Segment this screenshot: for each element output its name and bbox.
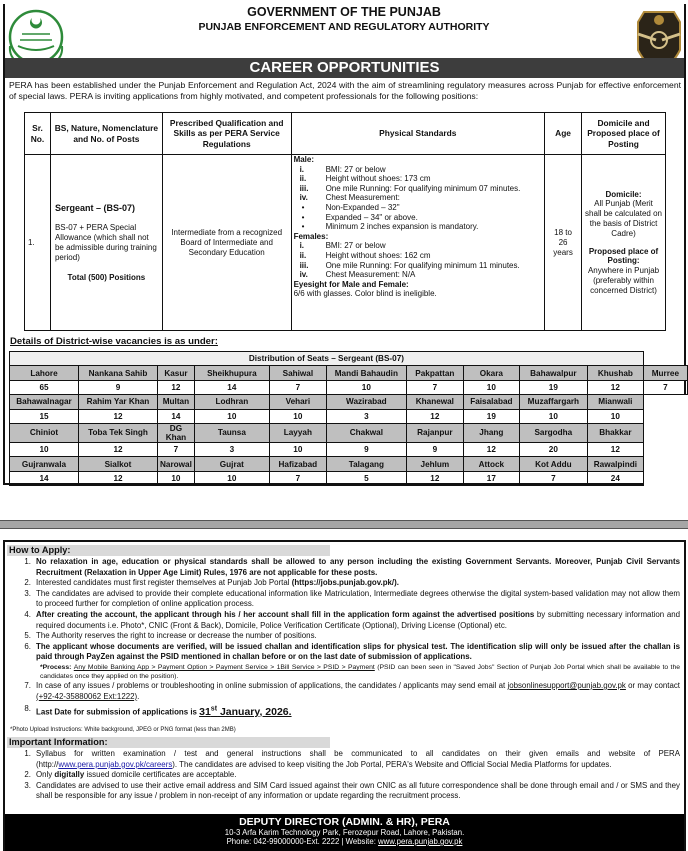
list-item: ii. Height without shoes: 162 cm <box>299 250 431 260</box>
col-physical: Physical Standards <box>291 113 545 155</box>
photo-upload-note: *Photo Upload Instructions: White background, JPEG or PNG format (less than 2MB) <box>10 727 236 733</box>
seat-values-row <box>10 471 688 485</box>
seat-count: 12 <box>463 442 519 456</box>
seat-count: 10 <box>269 442 326 456</box>
post-total: Total (500) Positions <box>67 272 146 282</box>
district-name: Kot Addu <box>519 457 587 471</box>
seat-count: 10 <box>194 409 269 423</box>
district-name: Gujrat <box>194 457 269 471</box>
seat-count: 12 <box>406 471 463 485</box>
domicile-text: All Punjab (Merit shall be calculated on the basis of District Cadre) <box>585 199 662 238</box>
seats-table <box>9 351 688 486</box>
district-names-row <box>10 395 688 409</box>
seat-count: 10 <box>158 471 195 485</box>
district-name: Jhang <box>463 423 519 442</box>
seat-count: 10 <box>519 409 587 423</box>
seat-count: 14 <box>158 409 195 423</box>
list-item: • Minimum 2 inches expansion is mandatory. <box>294 222 543 232</box>
seat-count: 12 <box>587 380 643 394</box>
seat-count: 9 <box>406 442 463 456</box>
list-item: iv. Chest Measurement: <box>299 193 400 203</box>
seat-count: 15 <box>10 409 79 423</box>
seat-count: 7 <box>158 442 195 456</box>
positions-header-row <box>25 113 666 155</box>
list-item: 7. In case of any issues / problems or troubleshooting in online submission of applications, the candidates / applicants may send email at jobsonlinesupport@punjab.gov.pk or may contact (+92-42-35880062 Ext:1222). <box>24 680 680 701</box>
sr-no: 1. <box>25 155 51 331</box>
district-name: Lahore <box>10 366 79 380</box>
list-item: 1. Syllabus for written examination / test and general instructions shall be communicated to all candidates on their given emails and website of PERA (http://www.pera.punjab.gov.pk/careers). The candidates are advised to keep visiting the Job Portal, PERA's Website and Official Social Media Platforms for updates. <box>24 749 680 769</box>
footer-title: DEPUTY DIRECTOR (ADMIN. & HR), PERA <box>239 816 450 828</box>
district-name: Mandi Bahaudin <box>326 366 406 380</box>
district-name: Bahawalpur <box>519 366 587 380</box>
seat-count: 14 <box>10 471 79 485</box>
list-item: 6. The applicant whose documents are verified, will be issued challan and identification slips for physical test. The identification slip will only be issued after the challan is paid through PayZen against the PSID mentioned in challan before or on the last date of submission of applications. *Process: Any Mobile Banking App > Payment Option > Payment Service > 1Bill Service > PSID > Payment (PSID can been seen in "Saved Jobs" Section of Punjab Job Portal which shall be available to the candidates once they applied on the position). <box>24 641 681 680</box>
male-label: Male: <box>293 155 315 164</box>
district-name: Sargodha <box>519 423 587 442</box>
job-portal-link[interactable]: (https://jobs.punjab.gov.pk/). <box>291 578 399 588</box>
important-info-list <box>8 749 680 802</box>
district-name: Khushab <box>587 366 643 380</box>
bullet-icon: • <box>301 202 305 212</box>
eyesight-label: Eyesight for Male and Female: <box>293 279 409 289</box>
district-name: Rahim Yar Khan <box>79 395 158 409</box>
seat-count: 7 <box>269 380 326 394</box>
seat-count: 5 <box>326 471 406 485</box>
district-name: Sialkot <box>79 457 158 471</box>
list-item: 1. No relaxation in age, education or physical standards shall be allowed to any person including the existing Government Servants. Moreover, Punjab Civil Servants Recruitment (Relaxation in Upper Age Limit) Rules, 1976 are not applicable for these posts. <box>24 557 680 577</box>
district-name: Gujranwala <box>10 457 79 471</box>
district-name: Khanewal <box>406 395 463 409</box>
list-item: 5. The Authority reserves the right to increase or decrease the number of positions. <box>24 631 317 641</box>
district-name: Nankana Sahib <box>79 366 158 380</box>
district-name: Lodhran <box>194 395 269 409</box>
how-to-apply-heading: How to Apply: <box>7 545 330 556</box>
age: 18 to 26 years <box>545 155 582 331</box>
district-name: Hafizabad <box>269 457 326 471</box>
page-separator <box>0 520 688 529</box>
district-name: Taunsa <box>194 423 269 442</box>
bullet-icon: • <box>301 222 305 232</box>
seat-count: 7 <box>406 380 463 394</box>
col-post: BS, Nature, Nomenclature and No. of Posts <box>50 113 162 155</box>
footer-contact: Phone: 042-99000000-Ext. 2222 | Website: www.pera.punjab.gov.pk <box>226 837 463 846</box>
seat-count: 10 <box>326 380 406 394</box>
district-name: Bhakkar <box>587 423 643 442</box>
seat-count: 7 <box>519 471 587 485</box>
district-name: Chakwal <box>326 423 406 442</box>
post-title: Sergeant – (BS-07) <box>54 202 135 213</box>
seat-count: 7 <box>269 471 326 485</box>
seat-count: 10 <box>194 471 269 485</box>
header-government: GOVERNMENT OF THE PUNJAB <box>247 5 441 19</box>
seat-count: 19 <box>519 380 587 394</box>
website-link[interactable]: www.pera.punjab.gov.pk <box>378 837 463 846</box>
seat-count: 3 <box>326 409 406 423</box>
seat-count: 3 <box>194 442 269 456</box>
district-name: Jehlum <box>406 457 463 471</box>
seat-count: 17 <box>463 471 519 485</box>
list-item: iv. Chest Measurement: N/A <box>299 270 416 280</box>
list-item: 3. The candidates are advised to provide their complete educational information like Matriculation, Intermediate degrees otherwise the digital system-based validation may not allow them to proceed further for completion of online application process. <box>24 588 680 609</box>
seat-values-row <box>10 442 688 456</box>
district-vacancies-heading: Details of District-wise vacancies is as under: <box>10 336 218 347</box>
col-age: Age <box>545 113 582 155</box>
post-detail: BS-07 + PERA Special Allowance (which shall not be admissible during training period) <box>54 222 157 262</box>
district-name: Chiniot <box>10 423 79 442</box>
post-cell <box>50 155 162 331</box>
district-name: Talagang <box>326 457 406 471</box>
district-name: Sahiwal <box>269 366 326 380</box>
list-item: 2. Only digitally issued domicile certificates are acceptable. <box>24 770 237 780</box>
domicile-cell <box>582 155 666 331</box>
district-name: Sheikhupura <box>194 366 269 380</box>
list-item: iii. One mile Running: For qualifying minimum 11 minutes. <box>299 260 520 270</box>
seat-count: 65 <box>10 380 79 394</box>
table-row <box>25 155 666 331</box>
how-to-apply-list <box>8 557 680 718</box>
district-name: Muzaffargarh <box>519 395 587 409</box>
list-item: 3. Candidates are advised to use their active email address and SIM Card issued against their own CNIC as all future correspondence shall be done through email and / or SMS and they shall be responsible for any issue / problem in non-receipt of any information or update regarding the recruitment process. <box>24 780 680 801</box>
seat-count: 12 <box>158 380 195 394</box>
col-qualification: Prescribed Qualification and Skills as per PERA Service Regulations <box>162 113 291 155</box>
list-item: • Non-Expanded – 32" <box>294 203 543 213</box>
seat-count: 12 <box>79 471 158 485</box>
seat-count: 10 <box>463 380 519 394</box>
intro-paragraph: PERA has been established under the Punjab Enforcement and Regulation Act, 2024 with the aim of streamlining regulatory measures across Punjab for effective enforcement of special laws. PERA is inviting applications from highly motivated, and competent professionals for the following positions: <box>9 80 681 101</box>
district-names-row <box>10 366 688 380</box>
list-item: iii. One mile Running: For qualifying minimum 07 minutes. <box>299 183 521 193</box>
district-name: Bahawalnagar <box>10 395 79 409</box>
list-item: 2. Interested candidates must first register themselves at Punjab Job Portal (https://jobs.punjab.gov.pk/). <box>24 578 399 588</box>
district-name: Vehari <box>269 395 326 409</box>
seat-count: 12 <box>587 442 643 456</box>
bullet-icon: • <box>301 212 305 222</box>
district-name: Pakpattan <box>406 366 463 380</box>
col-sr: Sr. No. <box>25 113 51 155</box>
footer <box>5 814 684 851</box>
list-item: 4. After creating the account, the applicant through his / her account shall fill in the application form against the advertised positions by submitting necessary information and required documents i.e. Photo*, CNIC (Front & Back), Domicile, Police Verification Certificate (Optional), Driving License (Optional) etc. <box>24 609 680 630</box>
qualification: Intermediate from a recognized Board of Intermediate and Secondary Education <box>162 155 291 331</box>
list-item: 8. Last Date for submission of applications is 31st January, 2026. <box>24 704 292 718</box>
seat-count: 19 <box>463 409 519 423</box>
col-domicile: Domicile and Proposed place of Posting <box>582 113 666 155</box>
district-name: Rajanpur <box>406 423 463 442</box>
seat-count: 9 <box>79 380 158 394</box>
careers-link[interactable]: www.pera.punjab.gov.pk/careers <box>58 759 173 769</box>
district-name: Layyah <box>269 423 326 442</box>
district-name: Multan <box>158 395 195 409</box>
district-name: Murree <box>643 366 687 380</box>
seat-count: 20 <box>519 442 587 456</box>
seat-count: 10 <box>269 409 326 423</box>
seat-count: 12 <box>406 409 463 423</box>
header-authority: PUNJAB ENFORCEMENT AND REGULATORY AUTHORITY <box>198 21 490 33</box>
seat-count: 10 <box>10 442 79 456</box>
list-item: ii. Height without shoes: 173 cm <box>299 174 431 184</box>
seat-count: 12 <box>79 442 158 456</box>
female-label: Females: <box>293 231 329 241</box>
eyesight-text: 6/6 with glasses. Color blind is ineligible. <box>293 289 437 299</box>
posting-text: Anywhere in Punjab (preferably within concerned District) <box>587 266 660 295</box>
list-item: i. BMI: 27 or below <box>299 164 386 174</box>
process-note: *Process: Any Mobile Banking App > Payment Option > Payment Service > 1Bill Service > PSID > Payment (PSID can been seen in "Saved Jobs" Section of Punjab Job Portal which shall be available to the candidates once they applied on the position). <box>40 663 681 680</box>
seat-count: 12 <box>79 409 158 423</box>
physical-standards <box>291 155 545 331</box>
seat-count: 10 <box>587 409 643 423</box>
district-name: Narowal <box>158 457 195 471</box>
important-info-heading: Important Information: <box>7 737 330 748</box>
seat-count: 14 <box>194 380 269 394</box>
footer-address: 10-3 Arfa Karim Technology Park, Ferozepur Road, Lahore, Pakistan. <box>224 828 465 837</box>
district-name: Mianwali <box>587 395 643 409</box>
list-item: • Expanded – 34" or above. <box>294 213 543 223</box>
positions-table <box>24 112 666 331</box>
district-name: Faisalabad <box>463 395 519 409</box>
district-name: Okara <box>463 366 519 380</box>
seats-title: Distribution of Seats – Sergeant (BS-07) <box>10 352 644 366</box>
seat-values-row <box>10 409 688 423</box>
district-names-row <box>10 423 688 442</box>
seat-count: 7 <box>643 380 687 394</box>
district-name: Rawalpindi <box>587 457 643 471</box>
career-opportunities-banner: CAREER OPPORTUNITIES <box>5 58 684 78</box>
support-email-link[interactable]: jobsonlinesupport@punjab.gov.pk <box>507 680 626 690</box>
district-name: DG Khan <box>158 423 195 442</box>
seat-count: 9 <box>326 442 406 456</box>
list-item: i. BMI: 27 or below <box>299 241 386 251</box>
support-phone[interactable]: (+92-42-35880062 Ext:1222) <box>36 691 138 701</box>
domicile-label: Domicile: <box>605 189 642 199</box>
district-name: Wazirabad <box>326 395 406 409</box>
seat-values-row <box>10 380 688 394</box>
district-name: Toba Tek Singh <box>79 423 158 442</box>
posting-label: Proposed place of Posting: <box>588 246 659 266</box>
district-name: Kasur <box>158 366 195 380</box>
district-names-row <box>10 457 688 471</box>
seat-count: 24 <box>587 471 643 485</box>
district-name: Attock <box>463 457 519 471</box>
